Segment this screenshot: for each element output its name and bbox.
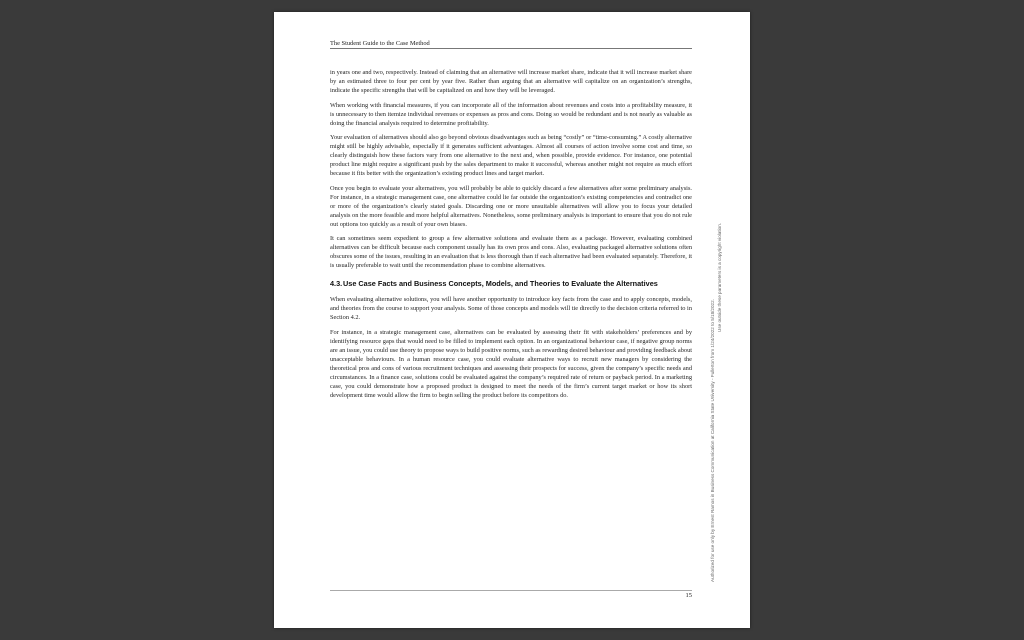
page-body — [330, 68, 692, 405]
copyright-notice — [708, 82, 744, 582]
document-page — [274, 12, 750, 628]
copyright-notice-line: Use outside these parameters is a copyright violation. — [717, 222, 722, 332]
running-head: The Student Guide to the Case Method — [330, 40, 692, 49]
section-title: Use Case Facts and Business Concepts, Models, and Theories to Evaluate the Alternatives — [343, 279, 658, 288]
body-paragraph: Your evaluation of alternatives should also go beyond obvious disadvantages such as being “costly” or “time-consuming.” A costly alternative might still be highly advisable, especially if it generates sufficient advantages. Almost all courses of action involve some cost and time, so clearly distinguish how these factors vary from one alternative to the next and, when possible, provide evidence. For instance, one potential product line might require a significant push by the sales department to make it successful, whereas another might not require as much effort because it fits better with the organization’s existing product lines and target market. — [330, 134, 692, 177]
body-paragraph: When working with financial measures, if you can incorporate all of the information about revenues and costs into a profitability measure, it is unnecessary to then itemize individual revenues or expenses as pros and cons. Doing so would be redundant and is not nearly as valuable as doing the financial analysis required to determine profitability. — [330, 101, 692, 127]
body-paragraph: For instance, in a strategic management case, alternatives can be evaluated by assessing their fit with stakeholders’ preferences and by identifying resource gaps that would need to be filled to implement each option. In an organizational behaviour case, if negative group norms are an issue, you could use theory to propose ways to build positive norms, such as rewarding desired behaviour and providing feedback about unacceptable behaviours. In a human resource case, you could evaluate alternative ways to recruit new managers by considering the theoretical pros and cons of various recruitment techniques and assessing their prospects for success, given the company’s specific needs and circumstances. In a finance case, solutions could be evaluated against the company’s required rate of return or payback period. In a marketing case, you could demonstrate how a proposed product is designed to meet the needs of the firm’s current target market or how its short development time would allow the firm to begin selling the product before its competitors do. — [330, 328, 692, 399]
section-heading — [330, 279, 692, 288]
section-number: 4.3. — [330, 279, 343, 288]
body-paragraph: It can sometimes seem expedient to group a few alternative solutions and evaluate them as a package. However, evaluating combined alternatives can be difficult because each component usually has its own pros and cons. Also, evaluating packaged alternative solutions often obscures some of the issues, resulting in an evaluation that is less thorough than if each alternative had been evaluated separately. Therefore, it is usually preferable to wait until the recommendation phase to combine alternatives. — [330, 235, 692, 269]
footer-rule — [330, 590, 692, 591]
body-paragraph: in years one and two, respectively. Instead of claiming that an alternative will increase market share, indicate that it will increase market share by an estimated three to four per cent by year five. Rather than arguing that an alternative will capitalize on an organization’s strengths, indicate the specific strengths that will be capitalized on and how they will be leveraged. — [330, 69, 692, 94]
copyright-notice-line: Authorized for use only by Ernest Ramos in Business Communication at California State University - Fullerton from 1/24/2022 to 5/18/2022. — [710, 299, 715, 582]
body-paragraph: When evaluating alternative solutions, you will have another opportunity to introduce key facts from the case and to apply concepts, models, and theories from the course to support your analysis. Some of those concepts and models will tie directly to the decision criteria referred to in Section 4.2. — [330, 296, 692, 321]
page-number: 15 — [685, 592, 692, 599]
body-paragraph: Once you begin to evaluate your alternatives, you will probably be able to quickly discard a few alternatives after some preliminary analysis. For instance, in a strategic management case, one alternative could lie far outside the organization’s existing competencies and contradict one or more of the organization’s clearly stated goals. Discarding one or more unsuitable alternatives will allow you to focus your detailed analysis on the more feasible and more helpful alternatives. Nonetheless, some preliminary analysis is important to ensure that you do not rule out options too quickly as a result of your own biases. — [330, 184, 692, 228]
